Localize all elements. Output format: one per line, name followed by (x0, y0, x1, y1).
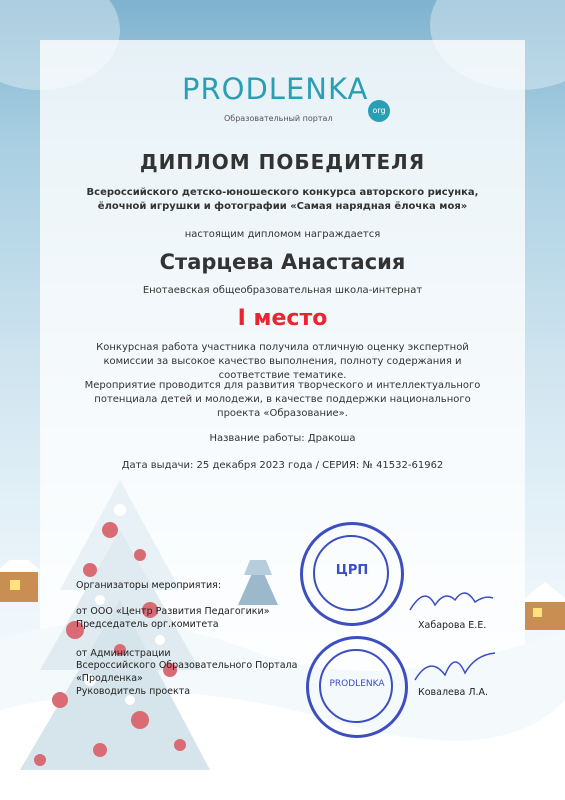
place-award: I место (237, 306, 328, 331)
logo-brand: PRODLENKA (182, 72, 369, 106)
signature-kovaleva (410, 645, 500, 690)
org2-signer: Ковалева Л.А. (418, 687, 489, 698)
logo-domain-badge: org (368, 100, 390, 122)
issue-info: Дата выдачи: 25 декабря 2023 года / СЕРИЯ: № 41532-61962 (121, 460, 444, 471)
prodlenka-stamp (306, 636, 408, 738)
christmas-tree (0, 470, 210, 800)
org1-signer: Хабарова Е.Е. (418, 620, 487, 631)
school-name: Енотаевская общеобразовательная школа-интернат (142, 285, 423, 296)
org1-line1: от ООО «Центр Развития Педагогики» (76, 606, 270, 617)
recipient-name: Старцева Анастасия (159, 250, 406, 274)
work-title: Название работы: Дракоша (209, 433, 356, 444)
org2-line1: от Администрации (76, 648, 171, 659)
diploma-title: ДИПЛОМ ПОБЕДИТЕЛЯ (139, 150, 426, 174)
org2-line2: Всероссийского Образовательного Портала (76, 660, 298, 671)
org2-line4: Руководитель проекта (76, 686, 191, 697)
logo-subtitle: Образовательный портал (224, 114, 333, 123)
crp-stamp (300, 522, 404, 626)
contest-name: Всероссийского детско-юношеского конкурса авторского рисунка, ёлочной игрушки и фотографии «Самая нарядная ёлочка моя» (86, 187, 479, 212)
paragraph-evaluation: Конкурсная работа участника получила отличную оценку экспертной комиссии за высокое качество выполнения, полноту содержания и соответствие тематике. (96, 342, 469, 381)
paragraph-purpose: Мероприятие проводится для развития творческого и интеллектуального потенциала детей и молодежи, в качестве поддержки национального проекта «Образование». (84, 380, 481, 419)
org1-line2: Председатель орг.комитета (76, 619, 219, 630)
stamp2-center-text: PRODLENKA (329, 679, 385, 689)
organizers-heading: Организаторы мероприятия: (76, 580, 222, 591)
stamp1-center-text: ЦРП (335, 563, 369, 578)
org2-line3: «Продленка» (76, 673, 143, 684)
awarded-text: настоящим дипломом награждается (184, 229, 381, 240)
prodlenka-logo (182, 70, 386, 130)
signature-khabarova (405, 580, 495, 620)
